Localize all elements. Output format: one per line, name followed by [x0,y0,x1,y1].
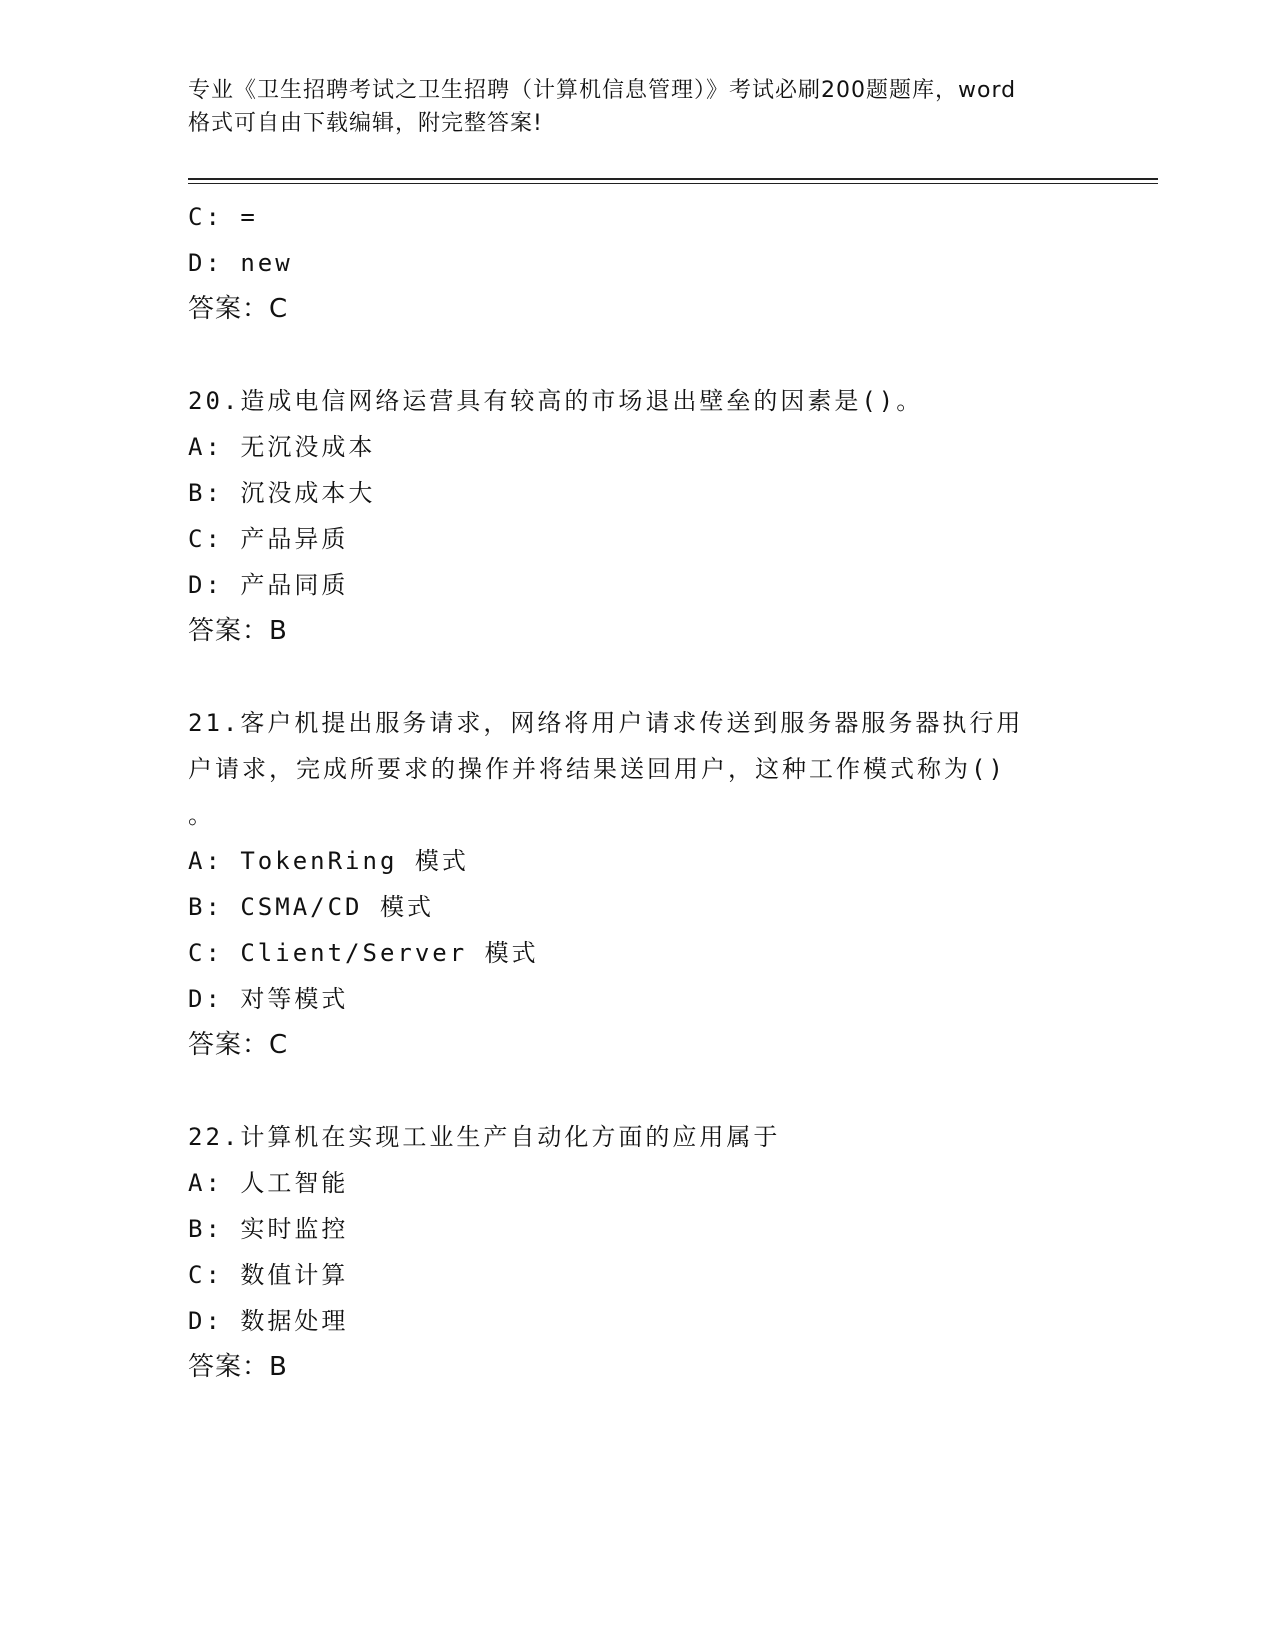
option-d: D: new [188,249,293,277]
option-c: C: Client/Server 模式 [188,939,539,967]
header-title-line-2: 格式可自由下载编辑，附完整答案! [188,111,543,136]
header-title-line-1: 专业《卫生招聘考试之卫生招聘（计算机信息管理）》考试必刷200题题库，word [188,78,1017,103]
header-divider-thick [188,178,1158,180]
answer-line: 答案：C [188,1030,289,1060]
question-list [188,194,1088,1390]
option-a: A: TokenRing 模式 [188,847,469,875]
option-d: D: 产品同质 [188,571,349,599]
question-stem-line-3: 。 [188,801,215,829]
spacer [188,332,1088,378]
header-divider-thin [188,183,1158,184]
option-c: C: = [188,203,258,231]
option-a: A: 人工智能 [188,1169,349,1197]
option-a: A: 无沉没成本 [188,433,376,461]
question-partial [188,194,1088,332]
option-d: D: 数据处理 [188,1307,349,1335]
question-21 [188,700,1088,1068]
question-stem: 22.计算机在实现工业生产自动化方面的应用属于 [188,1123,781,1151]
question-22 [188,1114,1088,1390]
question-20 [188,378,1088,654]
spacer [188,1068,1088,1114]
document-header [188,74,1088,140]
question-stem-line-2: 户请求，完成所要求的操作并将结果送回用户，这种工作模式称为() [188,755,1006,783]
option-d: D: 对等模式 [188,985,349,1013]
option-c: C: 产品异质 [188,525,349,553]
answer-line: 答案：B [188,1352,288,1382]
option-b: B: CSMA/CD 模式 [188,893,434,921]
option-b: B: 实时监控 [188,1215,349,1243]
option-b: B: 沉没成本大 [188,479,376,507]
question-stem: 20.造成电信网络运营具有较高的市场退出壁垒的因素是()。 [188,387,924,415]
answer-line: 答案：C [188,294,289,324]
option-c: C: 数值计算 [188,1261,349,1289]
spacer [188,654,1088,700]
answer-line: 答案：B [188,616,288,646]
question-stem-line-1: 21.客户机提出服务请求，网络将用户请求传送到服务器服务器执行用 [188,709,1024,737]
